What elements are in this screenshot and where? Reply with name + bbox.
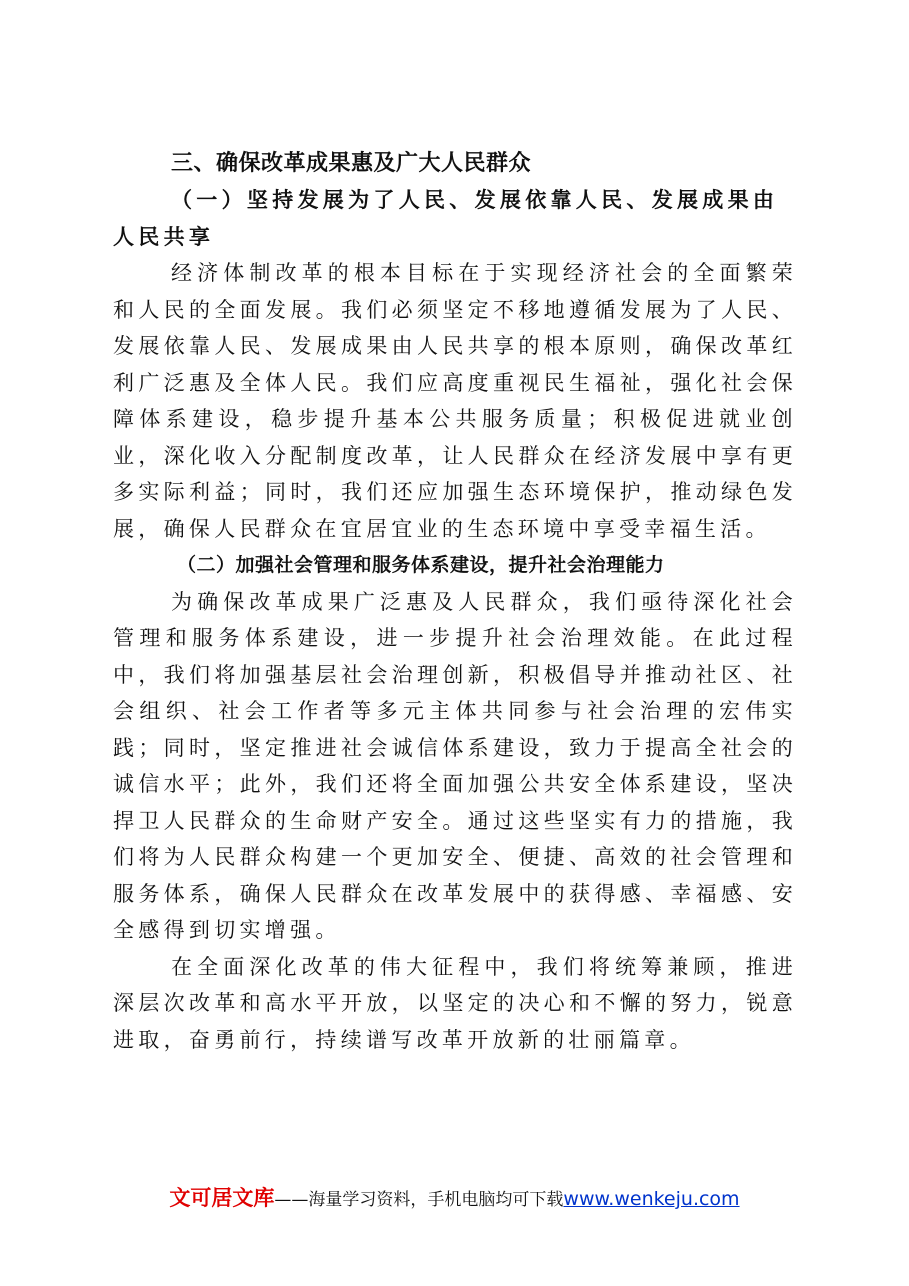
section-title: 三、确保改革成果惠及广大人民群众: [171, 151, 532, 176]
document-body: [113, 146, 797, 1058]
paragraph-2: 为确保改革成果广泛惠及人民群众，我们亟待深化社会管理和服务体系建设，进一步提升社会治理效能。在此过程中，我们将加强基层社会治理创新，积极倡导并推动社区、社会组织、社会工作者等多元主体共同参与社会治理的宏伟实践；同时，坚定推进社会诚信体系建设，致力于提高全社会的诚信水平；此外，我们还将全面加强公共安全体系建设，坚决捍卫人民群众的生命财产安全。通过这些坚实有力的措施，我们将为人民群众构建一个更加安全、便捷、高效的社会管理和服务体系，确保人民群众在改革发展中的获得感、幸福感、安全感得到切实增强。: [113, 589, 797, 942]
footer-brand: 文可居文库: [169, 1186, 275, 1210]
footer-banner: [0, 1182, 909, 1212]
footer-link[interactable]: www.wenkeju.com: [563, 1188, 740, 1210]
paragraph-3: 在全面深化改革的伟大征程中，我们将统筹兼顾，推进深层次改革和高水平开放，以坚定的决心和不懈的努力，锐意进取，奋勇前行，持续谱写改革开放新的壮丽篇章。: [113, 954, 797, 1052]
footer-slogan: ——海量学习资料，手机电脑均可下载: [274, 1190, 564, 1210]
paragraph-1: 经济体制改革的根本目标在于实现经济社会的全面繁荣和人民的全面发展。我们必须坚定不移地遵循发展为了人民、发展依靠人民、发展成果由人民共享的根本原则，确保改革红利广泛惠及全体人民。我们应高度重视民生福祉，强化社会保障体系建设，稳步提升基本公共服务质量；积极促进就业创业，深化收入分配制度改革，让人民群众在经济发展中享有更多实际利益；同时，我们还应加强生态环境保护，推动绿色发展，确保人民群众在宜居宜业的生态环境中享受幸福生活。: [113, 261, 797, 541]
subsection-title-2: （二）加强社会管理和服务体系建设，提升社会治理能力: [177, 554, 665, 576]
subsection-title-1: （一）坚持发展为了人民、发展依靠人民、发展成果由人民共享: [113, 187, 779, 249]
